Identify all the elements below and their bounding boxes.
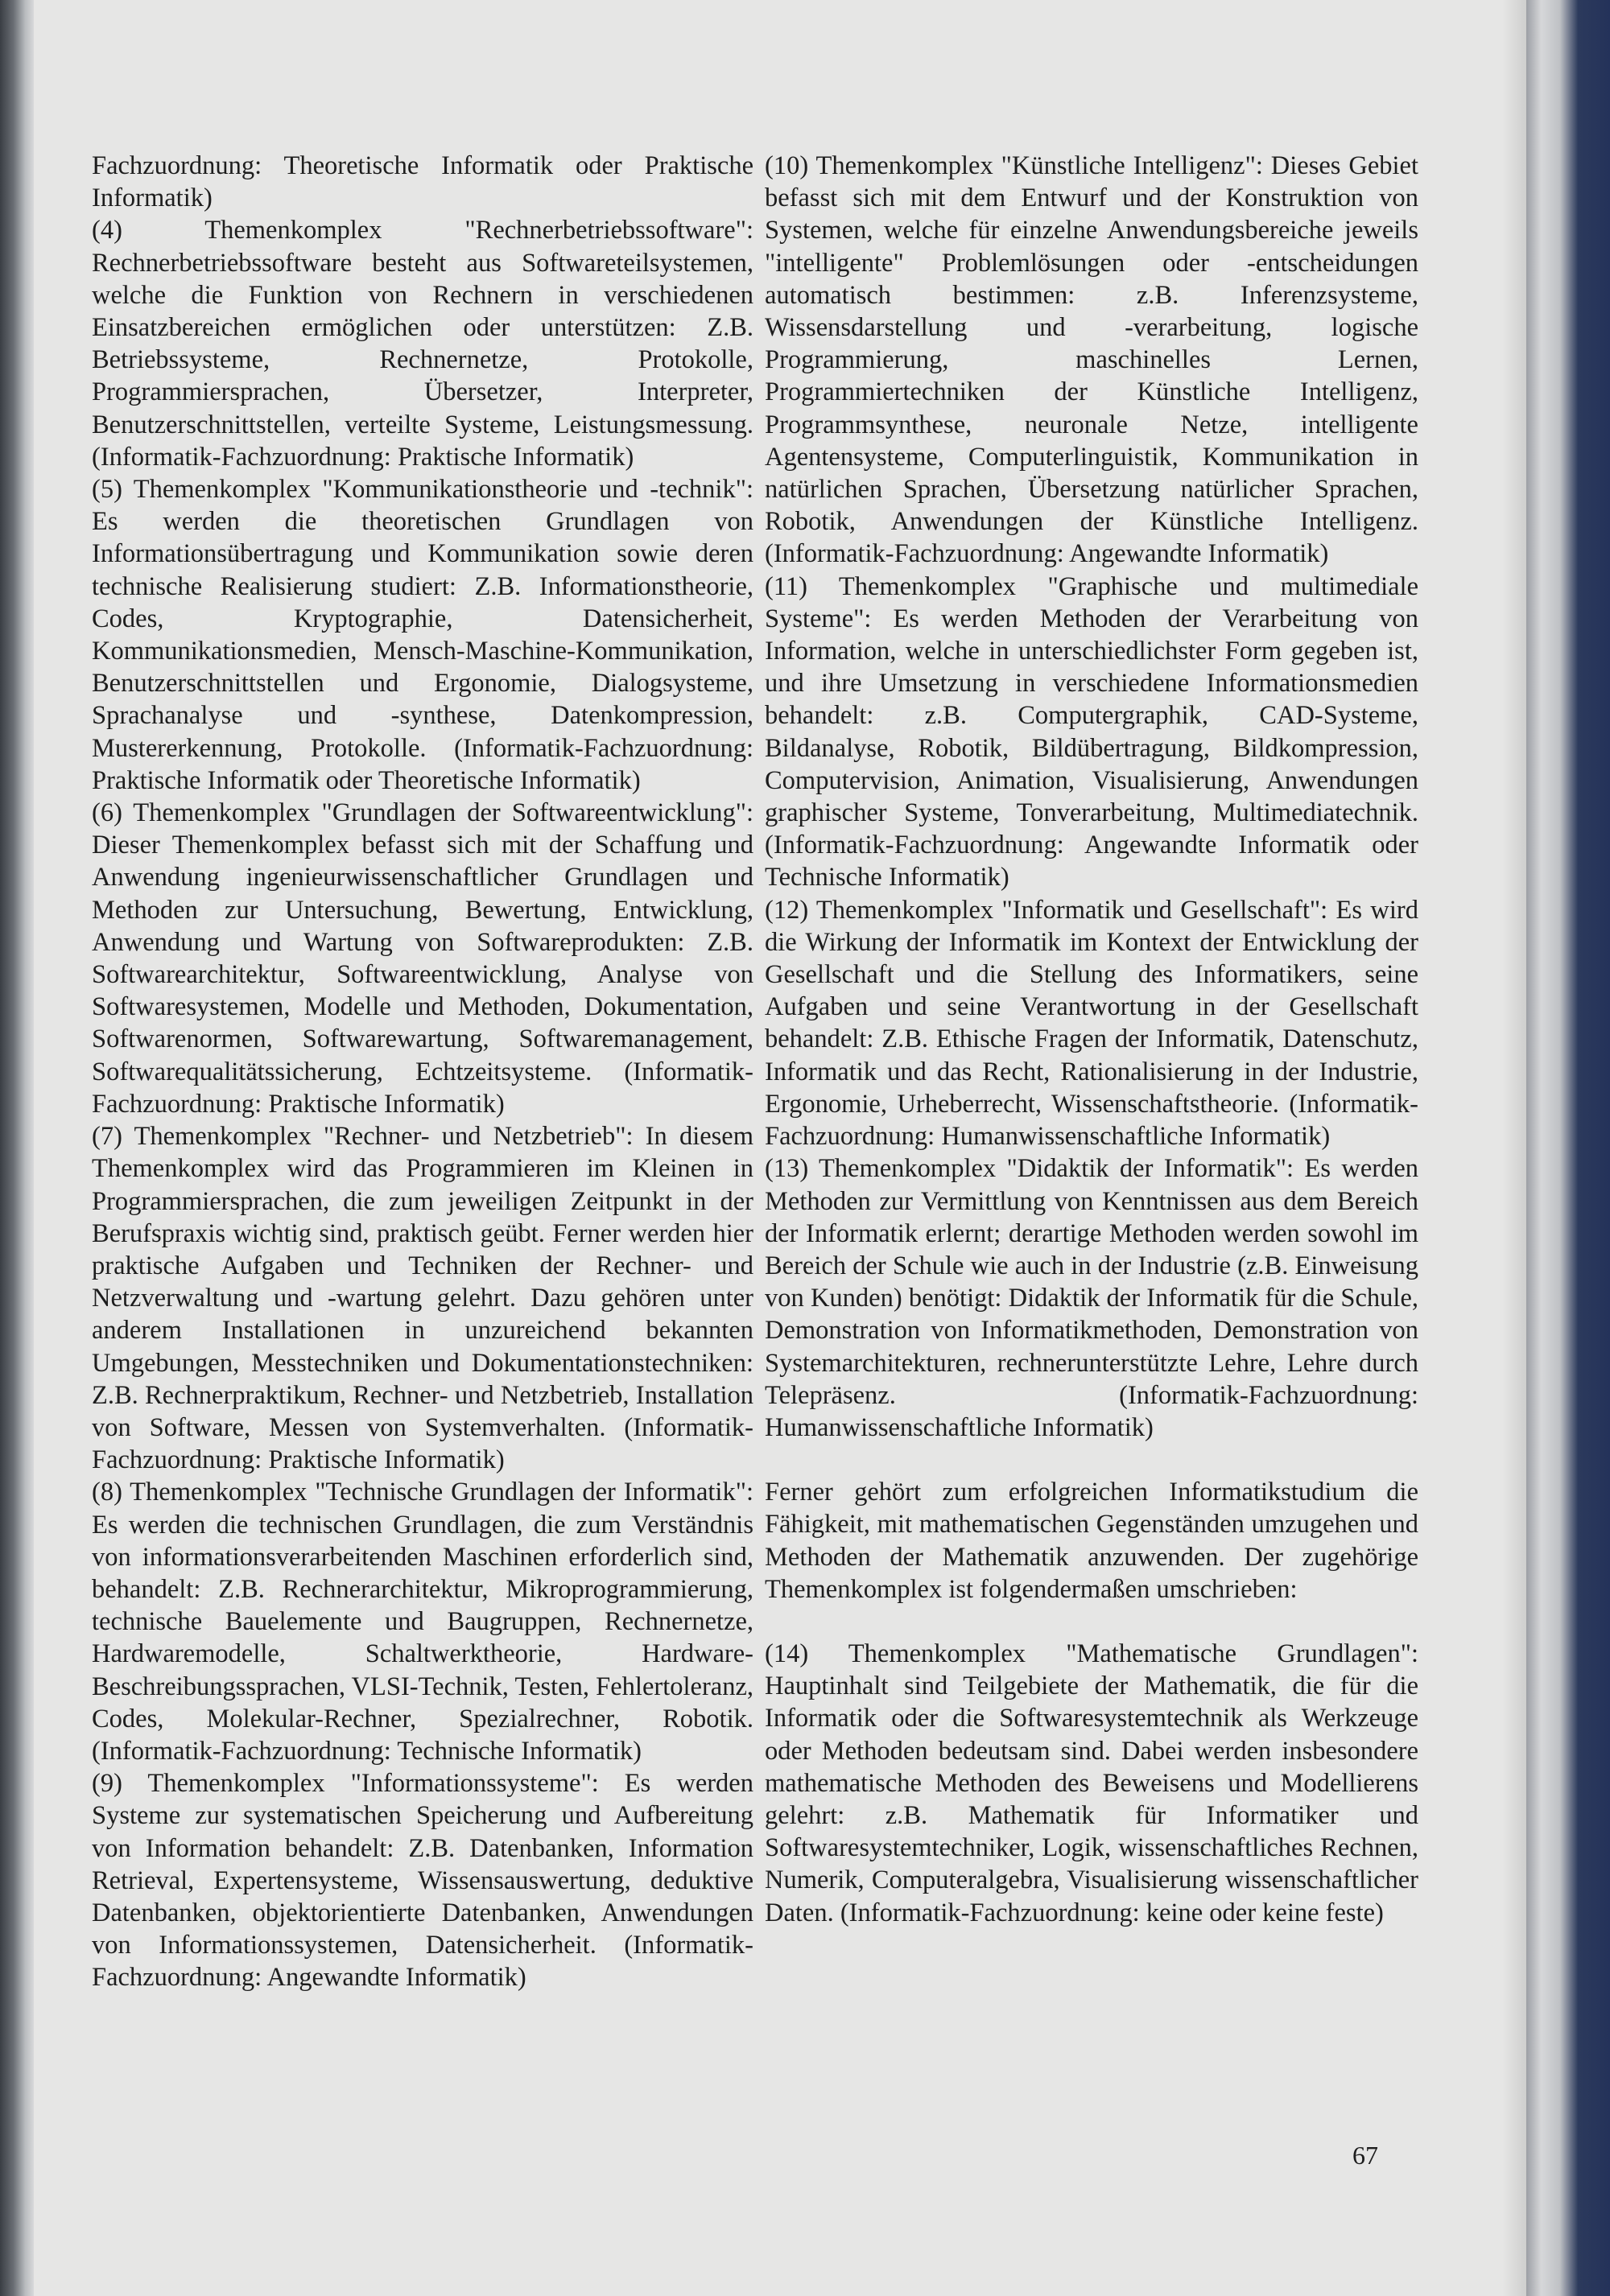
- left-text-column: [92, 150, 753, 1994]
- paragraph-softwareentwicklung: (6) Themenkomplex "Grundlagen der Softwareentwicklung": Dieser Themenkomplex befasst sich mit der Schaffung und Anwendung ingenieurwissenschaftlicher Grundlagen und Methoden zur Untersuchung, Bewertung, Entwicklung, Anwendung und Wartung von Softwareprodukten: Z.B. Softwarearchitektur, Softwareentwicklung, Analyse von Softwaresystemen, Modelle und Methoden, Dokumentation, Softwarenormen, Softwarewartung, Softwaremanagement, Softwarequalitätssicherung, Echtzeitsysteme. (Informatik-Fachzuordnung: Praktische Informatik): [92, 798, 753, 1119]
- paragraph-didaktik: (13) Themenkomplex "Didaktik der Informatik": Es werden Methoden zur Vermittlung von Kenntnissen aus dem Bereich der Informatik erlernt; derartige Methoden werden sowohl im Bereich der Schule wie auch in der Industrie (z.B. Einweisung von Kunden) benötigt: Didaktik der Informatik für die Schule, Demonstration von Informatikmethoden, Demonstration von Systemarchitekturen, rechnerunterstützte Lehre, Lehre durch Telepräsenz. (Informatik-Fachzuordnung: Humanwissenschaftliche Informatik): [765, 1154, 1418, 1442]
- paragraph-kommunikationstheorie: (5) Themenkomplex "Kommunikationstheorie und -technik": Es werden die theoretischen Grundlagen von Informationsübertragung und Kommunikation sowie deren technische Realisierung studiert: Z.B. Informationstheorie, Codes, Kryptographie, Datensicherheit, Kommunikationsmedien, Mensch-Maschine-Kommunikation, Benutzerschnittstellen und Ergonomie, Dialogsysteme, Sprachanalyse und -synthese, Datenkompression, Mustererkennung, Protokolle. (Informatik-Fachzuordnung: Praktische Informatik oder Theoretische Informatik): [92, 475, 753, 795]
- paragraph-spacer: [765, 1606, 1418, 1638]
- paragraph-spacer: [765, 1444, 1418, 1476]
- paragraph-mathematische-grundlagen: (14) Themenkomplex "Mathematische Grundlagen": Hauptinhalt sind Teilgebiete der Mathematik, die für die Informatik oder die Softwaresystemtechnik als Werkzeuge oder Methoden bedeutsam sind. Dabei werden insbesondere mathematische Methoden des Beweisens und Modellierens gelehrt: z.B. Mathematik für Informatiker und Softwaresystemtechniker, Logik, wissenschaftliches Rechnen, Numerik, Computeralgebra, Visualisierung wissenschaftlicher Daten. (Informatik-Fachzuordnung: keine oder keine feste): [765, 1639, 1418, 1927]
- book-spine-edge-left: [0, 0, 34, 2296]
- paragraph-informatik-gesellschaft: (12) Themenkomplex "Informatik und Gesellschaft": Es wird die Wirkung der Informatik im Kontext der Entwicklung der Gesellschaft und die Stellung des Informatikers, seine Aufgaben und seine Verantwortung in der Gesellschaft behandelt: Z.B. Ethische Fragen der Informatik, Datenschutz, Informatik und das Recht, Rationalisierung in der Industrie, Ergonomie, Urheberrecht, Wissenschaftstheorie. (Informatik-Fachzuordnung: Humanwissenschaftliche Informatik): [765, 895, 1418, 1152]
- page-number: 67: [1352, 2141, 1378, 2170]
- paragraph-fachzuordnung-continued: Fachzuordnung: Theoretische Informatik oder Praktische Informatik): [92, 151, 753, 213]
- paragraph-technische-grundlagen: (8) Themenkomplex "Technische Grundlagen der Informatik": Es werden die technischen Grundlagen, die zum Verständnis von informationsverarbeitenden Maschinen erforderlich sind, behandelt: Z.B. Rechnerarchitektur, Mikroprogrammierung, technische Bauelemente und Baugruppen, Rechnernetze, Hardwaremodelle, Schaltwerktheorie, Hardware-Beschreibungssprachen, VLSI-Technik, Testen, Fehlertoleranz, Codes, Molekular-Rechner, Spezialrechner, Robotik. (Informatik-Fachzuordnung: Technische Informatik): [92, 1478, 753, 1766]
- paragraph-graphische-systeme: (11) Themenkomplex "Graphische und multimediale Systeme": Es werden Methoden der Verarbeitung von Information, welche in unterschiedlichster Form gegeben ist, und ihre Umsetzung in verschiedene Informationsmedien behandelt: z.B. Computergraphik, CAD-Systeme, Bildanalyse, Robotik, Bildübertragung, Bildkompression, Computervision, Animation, Visualisierung, Anwendungen graphischer Systeme, Tonverarbeitung, Multimediatechnik. (Informatik-Fachzuordnung: Angewandte Informatik oder Technische Informatik): [765, 571, 1418, 892]
- right-text-column: [765, 150, 1418, 1929]
- paragraph-informationssysteme: (9) Themenkomplex "Informationssysteme": Es werden Systeme zur systematischen Speicherung und Aufbereitung von Information behandelt: Z.B. Datenbanken, Information Retrieval, Expertensysteme, Wissensauswertung, deduktive Datenbanken, objektorientierte Datenbanken, Anwendungen von Informationssystemen, Datensicherheit. (Informatik-Fachzuordnung: Angewandte Informatik): [92, 1769, 753, 1993]
- paragraph-mathematik-intro: Ferner gehört zum erfolgreichen Informatikstudium die Fähigkeit, mit mathematischen Gegenständen umzugehen und Methoden der Mathematik anzuwenden. Der zugehörige Themenkomplex ist folgendermaßen umschrieben:: [765, 1478, 1418, 1604]
- paragraph-rechner-netzbetrieb: (7) Themenkomplex "Rechner- und Netzbetrieb": In diesem Themenkomplex wird das Programmieren im Kleinen in Programmiersprachen, die zum jeweiligen Zeitpunkt in der Berufspraxis wichtig sind, praktisch geübt. Ferner werden hier praktische Aufgaben und Techniken der Rechner- und Netzverwaltung und -wartung gelehrt. Dazu gehören unter anderem Installationen in unzureichend bekannten Umgebungen, Messtechniken und Dokumentationstechniken: Z.B. Rechnerpraktikum, Rechner- und Netzbetrieb, Installation von Software, Messen von Systemverhalten. (Informatik-Fachzuordnung: Praktische Informatik): [92, 1122, 753, 1475]
- book-page: [34, 0, 1526, 2296]
- book-cover-edge-right: [1526, 0, 1610, 2296]
- paragraph-rechnerbetriebssoftware: (4) Themenkomplex "Rechnerbetriebssoftware": Rechnerbetriebssoftware besteht aus Softwareteilsystemen, welche die Funktion von Rechnern in verschiedenen Einsatzbereichen ermöglichen oder unterstützen: Z.B. Betriebssysteme, Rechnernetze, Protokolle, Programmiersprachen, Übersetzer, Interpreter, Benutzerschnittstellen, verteilte Systeme, Leistungsmessung. (Informatik-Fachzuordnung: Praktische Informatik): [92, 216, 753, 472]
- paragraph-kuenstliche-intelligenz: (10) Themenkomplex "Künstliche Intelligenz": Dieses Gebiet befasst sich mit dem Entwurf und der Konstruktion von Systemen, welche für einzelne Anwendungsbereiche jeweils "intelligente" Problemlösungen oder -entscheidungen automatisch bestimmen: z.B. Inferenzsysteme, Wissensdarstellung und -verarbeitung, logische Programmierung, maschinelles Lernen, Programmiertechniken der Künstliche Intelligenz, Programmsynthese, neuronale Netze, intelligente Agentensysteme, Computerlinguistik, Kommunikation in natürlichen Sprachen, Übersetzung natürlicher Sprachen, Robotik, Anwendungen der Künstliche Intelligenz. (Informatik-Fachzuordnung: Angewandte Informatik): [765, 151, 1418, 569]
